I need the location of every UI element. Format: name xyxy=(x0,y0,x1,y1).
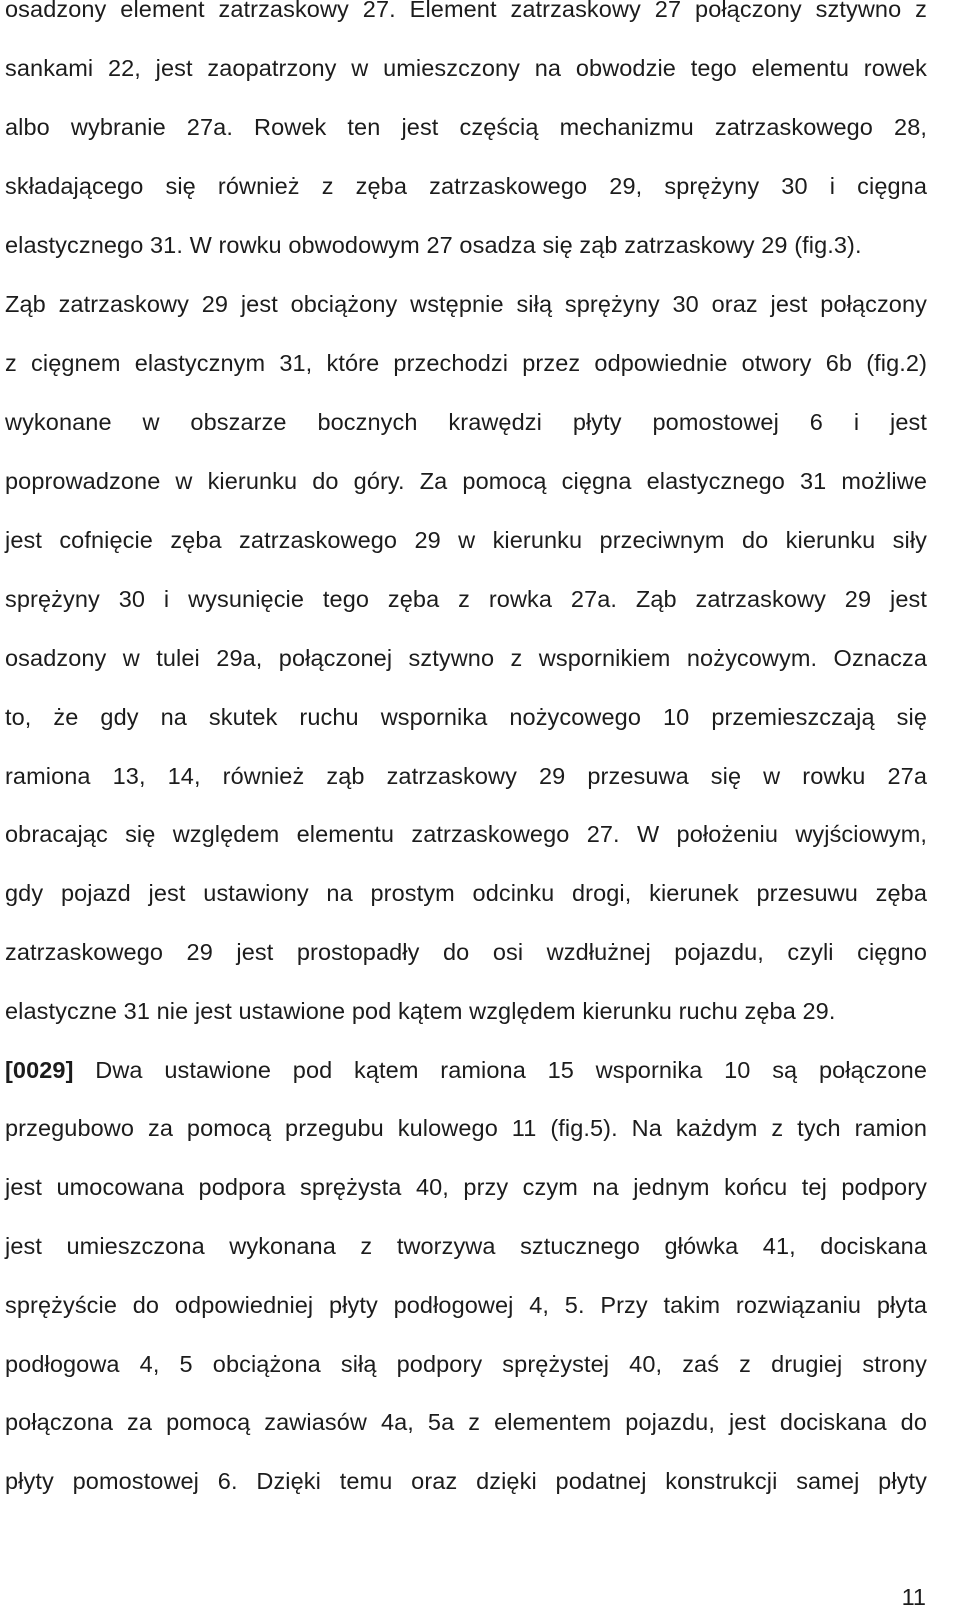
text-line: sprężyście do odpowiedniej płyty podłogowej 4, 5. Przy takim rozwiązaniu płyta xyxy=(5,1292,927,1318)
text-line: jest umieszczona wykonana z tworzywa sztucznego główka 41, dociskana xyxy=(5,1233,927,1259)
text-line: wykonane w obszarze bocznych krawędzi płyty pomostowej 6 i jest xyxy=(5,409,927,435)
paragraph-number: [0029] xyxy=(5,1057,74,1083)
text-line: elastyczne 31 nie jest ustawione pod kątem względem kierunku ruchu zęba 29. xyxy=(5,998,836,1024)
text-line: jest cofnięcie zęba zatrzaskowego 29 w kierunku przeciwnym do kierunku siły xyxy=(5,527,927,553)
text-line: gdy pojazd jest ustawiony na prostym odcinku drogi, kierunek przesuwu zęba xyxy=(5,880,927,906)
text-line: jest umocowana podpora sprężysta 40, przy czym na jednym końcu tej podpory xyxy=(5,1174,927,1200)
text-line: osadzony element zatrzaskowy 27. Element zatrzaskowy 27 połączony sztywno z xyxy=(5,0,927,22)
text-line: albo wybranie 27a. Rowek ten jest częścią mechanizmu zatrzaskowego 28, xyxy=(5,114,927,140)
text-line: poprowadzone w kierunku do góry. Za pomocą cięgna elastycznego 31 możliwe xyxy=(5,468,927,494)
text-line: połączona za pomocą zawiasów 4a, 5a z elementem pojazdu, jest dociskana do xyxy=(5,1409,927,1435)
text-line: sankami 22, jest zaopatrzony w umieszczony na obwodzie tego elementu rowek xyxy=(5,55,927,81)
text-line: elastycznego 31. W rowku obwodowym 27 osadza się ząb zatrzaskowy 29 (fig.3). xyxy=(5,232,862,258)
text-line: podłogowa 4, 5 obciążona siłą podpory sprężystej 40, zaś z drugiej strony xyxy=(5,1351,927,1377)
text-line: składającego się również z zęba zatrzaskowego 29, sprężyny 30 i cięgna xyxy=(5,173,927,199)
text-line: z cięgnem elastycznym 31, które przechodzi przez odpowiednie otwory 6b (fig.2) xyxy=(5,350,927,376)
paragraph-text: Dwa ustawione pod kątem ramiona 15 wspornika 10 są połączone xyxy=(95,1057,927,1083)
text-line: płyty pomostowej 6. Dzięki temu oraz dzięki podatnej konstrukcji samej płyty xyxy=(5,1468,927,1494)
text-line: sprężyny 30 i wysunięcie tego zęba z rowka 27a. Ząb zatrzaskowy 29 jest xyxy=(5,586,927,612)
paragraph-0029-first-line xyxy=(5,1053,927,1087)
page-number: 11 xyxy=(901,1584,926,1610)
text-line: osadzony w tulei 29a, połączonej sztywno z wspornikiem nożycowym. Oznacza xyxy=(5,645,927,671)
text-line: zatrzaskowego 29 jest prostopadły do osi wzdłużnej pojazdu, czyli cięgno xyxy=(5,939,927,965)
text-line: ramiona 13, 14, również ząb zatrzaskowy 29 przesuwa się w rowku 27a xyxy=(5,763,927,789)
text-line: to, że gdy na skutek ruchu wspornika nożycowego 10 przemieszczają się xyxy=(5,704,927,730)
text-line: przegubowo za pomocą przegubu kulowego 11 (fig.5). Na każdym z tych ramion xyxy=(5,1115,927,1141)
text-line: Ząb zatrzaskowy 29 jest obciążony wstępnie siłą sprężyny 30 oraz jest połączony xyxy=(5,291,927,317)
text-line: obracając się względem elementu zatrzaskowego 27. W położeniu wyjściowym, xyxy=(5,821,927,847)
